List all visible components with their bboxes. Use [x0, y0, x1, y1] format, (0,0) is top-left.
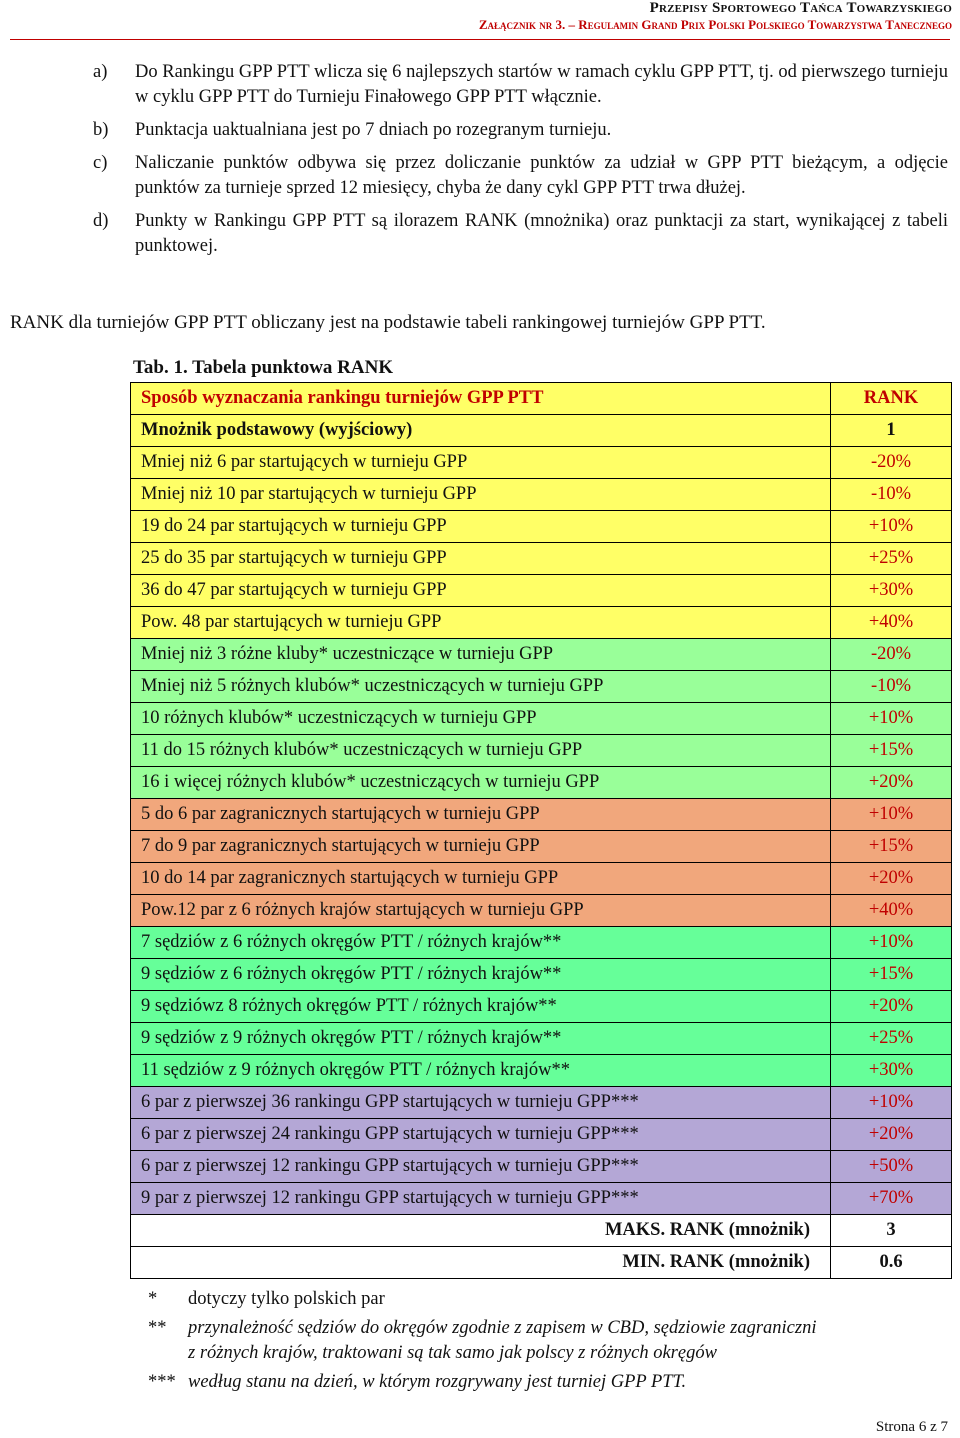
- row-label: 9 sędziów z 6 różnych okręgów PTT / różnych krajów**: [131, 959, 831, 991]
- row-label: 36 do 47 par startujących w turnieju GPP: [131, 575, 831, 607]
- row-label: 16 i więcej różnych klubów* uczestniczących w turnieju GPP: [131, 767, 831, 799]
- row-value: +30%: [831, 1055, 952, 1087]
- row-value: +15%: [831, 735, 952, 767]
- row-value: +10%: [831, 703, 952, 735]
- list-text: Do Rankingu GPP PTT wlicza się 6 najlepszych startów w ramach cyklu GPP PTT, tj. od pierwszego turnieju w cyklu GPP PTT do Turnieju Finałowego GPP PTT włącznie.: [135, 62, 948, 107]
- list-item-a: [0, 60, 960, 110]
- intro-paragraph: RANK dla turniejów GPP PTT obliczany jest na podstawie tabeli rankingowej turniejów GPP PTT.: [10, 312, 766, 333]
- summary-row-max: [131, 1215, 952, 1247]
- table-row: [131, 1119, 952, 1151]
- row-label: 10 do 14 par zagranicznych startujących w turnieju GPP: [131, 863, 831, 895]
- row-value: +30%: [831, 575, 952, 607]
- row-label: 6 par z pierwszej 12 rankingu GPP startujących w turnieju GPP***: [131, 1151, 831, 1183]
- header-subtitle: Załącznik nr 3. – Regulamin Grand Prix Polski Polskiego Towarzystwa Tanecznego: [478, 17, 952, 32]
- list-item-c: [0, 151, 960, 201]
- rank-table: [130, 382, 952, 1279]
- table-row: [131, 1183, 952, 1215]
- row-label: 9 par z pierwszej 12 rankingu GPP startujących w turnieju GPP***: [131, 1183, 831, 1215]
- row-value: +40%: [831, 607, 952, 639]
- row-value: -20%: [831, 639, 952, 671]
- table-row: [131, 831, 952, 863]
- row-label: 6 par z pierwszej 24 rankingu GPP startujących w turnieju GPP***: [131, 1119, 831, 1151]
- row-value: +20%: [831, 991, 952, 1023]
- row-value: +50%: [831, 1151, 952, 1183]
- table-row: [131, 1087, 952, 1119]
- table-row: [131, 735, 952, 767]
- table-row: [131, 799, 952, 831]
- row-value: +20%: [831, 767, 952, 799]
- row-label: Mniej niż 5 różnych klubów* uczestniczących w turnieju GPP: [131, 671, 831, 703]
- row-label: Mniej niż 3 różne kluby* uczestniczące w turnieju GPP: [131, 639, 831, 671]
- table-row: [131, 1023, 952, 1055]
- summary-row-min: [131, 1247, 952, 1279]
- table-row: [131, 959, 952, 991]
- row-value: +20%: [831, 1119, 952, 1151]
- base-cell-label: Mnożnik podstawowy (wyjściowy): [131, 415, 831, 447]
- list-marker: a): [93, 62, 108, 82]
- row-label: 7 do 9 par zagranicznych startujących w turnieju GPP: [131, 831, 831, 863]
- table-row: [131, 1151, 952, 1183]
- row-value: -10%: [831, 479, 952, 511]
- list-item-d: [0, 209, 960, 259]
- header-rule: [10, 39, 950, 40]
- row-value: +10%: [831, 1087, 952, 1119]
- row-value: +10%: [831, 927, 952, 959]
- row-label: 5 do 6 par zagranicznych startujących w turnieju GPP: [131, 799, 831, 831]
- row-label: 9 sędziówz 8 różnych okręgów PTT / różnych krajów**: [131, 991, 831, 1023]
- base-cell-value: 1: [831, 415, 952, 447]
- row-value: +25%: [831, 543, 952, 575]
- row-value: -10%: [831, 671, 952, 703]
- table-row: [131, 575, 952, 607]
- table-row: [131, 607, 952, 639]
- row-label: 9 sędziów z 9 różnych okręgów PTT / różnych krajów**: [131, 1023, 831, 1055]
- summary-label: MIN. RANK (mnożnik): [131, 1247, 831, 1279]
- table-row: [131, 511, 952, 543]
- list-marker: c): [93, 153, 108, 173]
- table-row: [131, 671, 952, 703]
- table-row: [131, 479, 952, 511]
- row-value: +15%: [831, 831, 952, 863]
- row-value: -20%: [831, 447, 952, 479]
- table-header-row: [131, 383, 952, 415]
- table-row: [131, 991, 952, 1023]
- row-value: +20%: [831, 863, 952, 895]
- footnote-1: * dotyczy tylko polskich par: [148, 1289, 385, 1309]
- header-cell-label: Sposób wyznaczania rankingu turniejów GPP PTT: [131, 383, 831, 415]
- row-label: 7 sędziów z 6 różnych okręgów PTT / różnych krajów**: [131, 927, 831, 959]
- table-row: [131, 927, 952, 959]
- row-label: Mniej niż 10 par startujących w turnieju GPP: [131, 479, 831, 511]
- table-row: [131, 1055, 952, 1087]
- row-label: 10 różnych klubów* uczestniczących w turnieju GPP: [131, 703, 831, 735]
- row-label: 11 sędziów z 9 różnych okręgów PTT / różnych krajów**: [131, 1055, 831, 1087]
- row-label: Mniej niż 6 par startujących w turnieju GPP: [131, 447, 831, 479]
- table-row: [131, 447, 952, 479]
- summary-label: MAKS. RANK (mnożnik): [131, 1215, 831, 1247]
- list-marker: b): [93, 120, 109, 140]
- header-title: Przepisy Sportowego Tańca Towarzyskiego: [649, 0, 952, 16]
- row-label: Pow.12 par z 6 różnych krajów startujących w turnieju GPP: [131, 895, 831, 927]
- page-number: Strona 6 z 7: [875, 1419, 948, 1435]
- table-base-row: [131, 415, 952, 447]
- row-value: +40%: [831, 895, 952, 927]
- table-row: [131, 895, 952, 927]
- list-text: Naliczanie punktów odbywa się przez doliczanie punktów za udział w GPP PTT bieżącym, a odjęcie punktów za turnieje sprzed 12 miesięcy, chyba że dany cykl GPP PTT trwa dłużej.: [135, 153, 948, 198]
- table-row: [131, 543, 952, 575]
- table-caption: Tab. 1. Tabela punktowa RANK: [133, 357, 394, 378]
- list-marker: d): [93, 211, 109, 231]
- rules-list: [0, 60, 960, 267]
- row-label: 25 do 35 par startujących w turnieju GPP: [131, 543, 831, 575]
- row-label: 11 do 15 różnych klubów* uczestniczących w turnieju GPP: [131, 735, 831, 767]
- table-row: [131, 703, 952, 735]
- table-row: [131, 639, 952, 671]
- table-row: [131, 767, 952, 799]
- footnote-2: ** przynależność sędziów do okręgów zgodnie z zapisem w CBD, sędziowie zagraniczni z różnych krajów, traktowani są tak samo jak polscy z różnych okręgów: [148, 1318, 817, 1363]
- list-item-b: [0, 118, 960, 143]
- header-cell-value: RANK: [831, 383, 952, 415]
- row-label: Pow. 48 par startujących w turnieju GPP: [131, 607, 831, 639]
- row-value: +10%: [831, 511, 952, 543]
- summary-value: 3: [831, 1215, 952, 1247]
- footnote-3: *** według stanu na dzień, w którym rozgrywany jest turniej GPP PTT.: [148, 1372, 687, 1392]
- row-value: +10%: [831, 799, 952, 831]
- list-text: Punktacja uaktualniana jest po 7 dniach po rozegranym turnieju.: [135, 120, 612, 140]
- row-value: +70%: [831, 1183, 952, 1215]
- row-label: 19 do 24 par startujących w turnieju GPP: [131, 511, 831, 543]
- row-label: 6 par z pierwszej 36 rankingu GPP startujących w turnieju GPP***: [131, 1087, 831, 1119]
- table-row: [131, 863, 952, 895]
- row-value: +15%: [831, 959, 952, 991]
- list-text: Punkty w Rankingu GPP PTT są ilorazem RANK (mnożnika) oraz punktacji za start, wynikającej z tabeli punktowej.: [135, 211, 948, 256]
- row-value: +25%: [831, 1023, 952, 1055]
- summary-value: 0.6: [831, 1247, 952, 1279]
